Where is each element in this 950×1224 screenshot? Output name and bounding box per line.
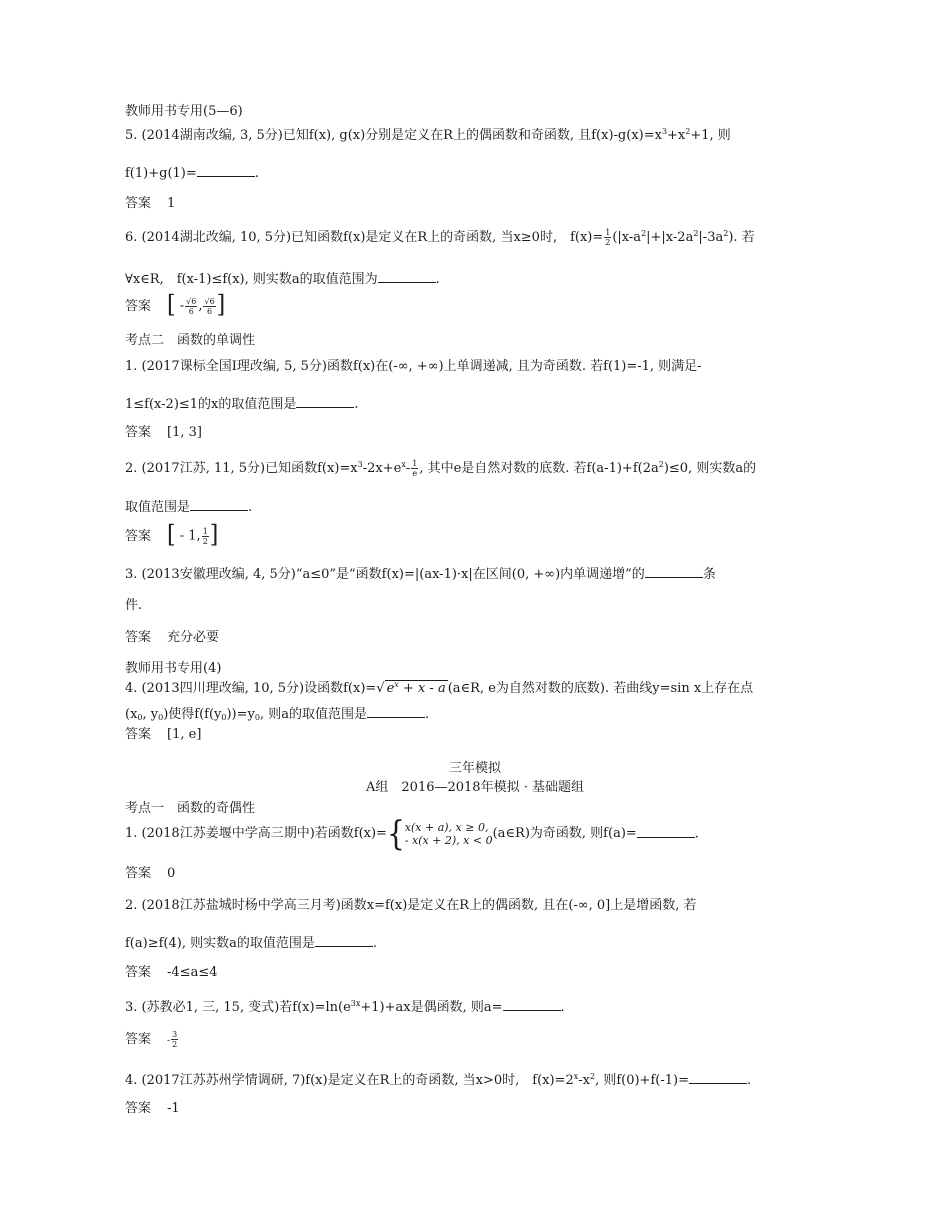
problem-q4-line2: ($x_0$, $y_0$)使得$f(f(y_0))=y_0$, 则a的取值范围是 . xyxy=(125,707,430,722)
left-bracket: [ xyxy=(167,291,176,320)
answer-label: 答案 xyxy=(125,630,152,645)
problem-5-answer xyxy=(125,196,175,212)
problem-q1-answer xyxy=(125,425,202,441)
problem-6-answer xyxy=(125,291,226,320)
exp: 3 xyxy=(661,127,668,136)
problem-q2-text-f: 取值范围是 xyxy=(125,500,191,515)
answer-label: 答案 xyxy=(125,298,152,314)
problem-5-line2: f(1)+g(1)= . xyxy=(125,166,259,181)
answer-minus: - xyxy=(179,298,185,314)
problem-q3-text-b: 条 xyxy=(702,567,716,582)
problem-6-text-e: ). 若 xyxy=(728,230,755,245)
problem-5-text-c: +1, 则 xyxy=(690,128,731,143)
fraction-3-over-2: $\frac{3}{2}$ xyxy=(172,1030,178,1049)
fraction-root6-over-6: $\frac{√6}{6}$ xyxy=(186,296,197,316)
problem-q4-text-a: 4. (2013四川理改编, 10, 5分)设函数f(x)= xyxy=(125,681,377,696)
problem-q4-answer xyxy=(125,727,201,743)
fraction-half: $\frac{1}{2}$ xyxy=(202,526,208,546)
answer-label: 答案 xyxy=(125,866,152,881)
piecewise-brace: { xyxy=(386,813,405,854)
sqrt-radicand: $e^x + x - a$ xyxy=(386,680,446,696)
problem-q2-text-b: -2x+e xyxy=(362,461,402,476)
problem-5-line1 xyxy=(125,128,731,144)
problem-m4-text-a: 4. (2017江苏苏州学情调研, 7)f(x)是定义在R上的奇函数, 当x>0时, f(x)=2 xyxy=(125,1073,574,1088)
problem-m2-line2: f(a)≥f(4), 则实数a的取值范围是 . xyxy=(125,936,377,951)
answer-label: 答案 xyxy=(125,196,152,211)
group-title: A组 2016—2018年模拟 · 基础题组 xyxy=(366,780,584,795)
problem-q2-text-a: 2. (2017江苏, 11, 5分)已知函数f(x)=x xyxy=(125,461,358,476)
problem-6-text-c: |+|x-2a xyxy=(646,230,694,245)
problem-m3-text-a: 3. (苏教必1, 三, 15, 变式)若f(x)=ln(e xyxy=(125,1000,351,1015)
problem-q2-answer xyxy=(125,521,219,550)
answer-label: 答案 xyxy=(125,425,152,440)
left-bracket: [ xyxy=(167,521,176,550)
right-bracket: ] xyxy=(216,291,226,320)
answer-label: 答案 xyxy=(125,1032,152,1047)
problem-6-text-d: |-3a xyxy=(698,230,724,245)
fraction-half: $\frac{1}{2}$ xyxy=(605,228,611,247)
problem-q2-text-c: - xyxy=(405,461,411,476)
problem-m3-text-b: +1)+ax是偶函数, 则a= xyxy=(360,1000,503,1015)
answer-blank xyxy=(645,565,703,578)
answer-value: [1, e] xyxy=(167,727,202,742)
problem-m2-line1: 2. (2018江苏盐城时杨中学高三月考)函数x=f(x)是定义在R上的偶函数, 且在(-∞, 0]上是增函数, 若 xyxy=(125,898,697,913)
answer-value: -4≤a≤4 xyxy=(167,965,218,980)
problem-m3-line1: 3. (苏教必1, 三, 15, 变式)若$f(x)=\ln(e^{3x}+1)+ax$是偶函数, 则a= . xyxy=(125,999,565,1015)
problem-6-text-b: (|x-a xyxy=(612,230,642,245)
problem-q1-text-a: 1. (2017课标全国Ⅰ理改编, 5, 5分)函数f(x)在(-∞, +∞)上单调递减, 且为奇函数. 若f(1)=-1, 则满足- xyxy=(125,359,702,374)
answer-label: 答案 xyxy=(125,1101,152,1116)
answer-blank xyxy=(503,998,561,1011)
section-heading: 教师用书专用(4) xyxy=(125,661,222,676)
problem-m4-text-b: -x xyxy=(578,1073,590,1088)
problem-6-line2: ∀x∈R, f(x-1)≤f(x), 则实数a的取值范围为 . xyxy=(125,272,440,287)
problem-q3-text-a: 3. (2013安徽理改编, 4, 5分)“a≤0”是“函数f(x)=|(ax-1)·x|在区间(0, +∞)内单调递增”的 xyxy=(125,567,645,582)
problem-q3-line1 xyxy=(125,565,716,583)
answer-value: 0 xyxy=(167,866,176,881)
answer-blank xyxy=(296,395,354,408)
problem-m4-answer xyxy=(125,1101,180,1117)
problem-q1-line2: 1≤f(x-2)≤1的x的取值范围是 . xyxy=(125,397,359,412)
right-bracket: ] xyxy=(209,521,219,550)
fraction-root6-over-6: $\frac{√6}{6}$ xyxy=(204,296,215,316)
problem-q3-line2: 件. xyxy=(125,598,143,613)
problem-m1-answer xyxy=(125,866,175,882)
problem-m3-answer xyxy=(125,1030,179,1049)
answer-value: - xyxy=(167,1036,171,1046)
answer-value: - 1, xyxy=(179,528,201,544)
problem-q2-text-e: )≤0, 则实数a的 xyxy=(663,461,757,476)
problem-m1-line1: 1. (2018江苏姜堰中学高三期中)若函数f(x)={ x(x + a), x ≥ 0, - x(x + 2), x < 0 (a∈R)为奇函数, 则f(a)= . xyxy=(125,813,699,854)
problem-m2-answer xyxy=(125,965,218,981)
problem-6-line1: 6. (2014湖北改编, 10, 5分)已知函数f(x)是定义在R上的奇函数, 当x≥0时, f(x)= $\frac{1}{2}$ $(|x-a^2|+|x-2a^2|-3a^2)$. 若 xyxy=(125,228,755,247)
problem-5-text-d: f(1)+g(1)= xyxy=(125,166,197,181)
answer-label: 答案 xyxy=(125,727,152,742)
problem-5-text-a: 5. (2014湖南改编, 3, 5分)已知f(x), g(x)分别是定义在R上的偶函数和奇函数, 且f(x)-g(x)=x xyxy=(125,128,662,143)
problem-q1-line1 xyxy=(125,359,702,375)
problem-m1-text-a: 1. (2018江苏姜堰中学高三期中)若函数f(x)= xyxy=(125,826,387,841)
section-heading: 考点一 函数的奇偶性 xyxy=(125,801,256,816)
answer-value: 1 xyxy=(167,196,176,211)
problem-5-text-b: +x xyxy=(667,128,686,143)
problem-q2-text-d: , 其中e是自然对数的底数. 若f(a-1)+f(2a xyxy=(419,461,659,476)
answer-blank xyxy=(315,934,373,947)
problem-q2-line2: 取值范围是 . xyxy=(125,500,253,515)
answer-blank xyxy=(637,825,695,838)
part-title: 三年模拟 xyxy=(448,761,501,776)
answer-value: 充分必要 xyxy=(167,630,220,645)
problem-m4-line1: 4. (2017江苏苏州学情调研, 7)f(x)是定义在R上的奇函数, 当x>0时, $f(x)=2^x-x^2$, 则f(0)+f(-1)= . xyxy=(125,1072,752,1088)
problem-m2-text: f(a)≥f(4), 则实数a的取值范围是 xyxy=(125,936,315,951)
problem-q3-answer xyxy=(125,630,219,646)
problem-q2-line1: 2. (2017江苏, 11, 5分)已知函数$f(x)=x^3-2x+e^x-$ $\frac{1}{e}$ , 其中e是自然对数的底数. 若$f(a-1)+f(2a^2)\le 0$, 则实数a的 xyxy=(125,459,757,478)
answer-label: 答案 xyxy=(125,528,152,544)
exp: 2 xyxy=(685,127,691,136)
problem-q1-text-b: 1≤f(x-2)≤1的x的取值范围是 xyxy=(125,397,297,412)
problem-6-text-a: 6. (2014湖北改编, 10, 5分)已知函数f(x)是定义在R上的奇函数, 当x≥0时, f(x)= xyxy=(125,230,604,245)
answer-value: [1, 3] xyxy=(167,425,202,440)
answer-blank xyxy=(190,498,248,511)
piecewise-cases: x(x + a), x ≥ 0, - x(x + 2), x < 0 xyxy=(404,821,493,847)
problem-6-text-f: ∀x∈R, f(x-1)≤f(x), 则实数a的取值范围为 xyxy=(125,272,378,287)
answer-blank xyxy=(197,164,255,177)
answer-comma: , xyxy=(198,298,203,314)
answer-label: 答案 xyxy=(125,965,152,980)
section-heading: 教师用书专用(5—6) xyxy=(125,104,243,119)
answer-blank xyxy=(367,705,425,718)
problem-m1-text-b: (a∈R)为奇函数, 则f(a)= xyxy=(492,826,637,841)
answer-value: -1 xyxy=(167,1101,180,1116)
sqrt-sign: √ xyxy=(376,681,385,696)
problem-q4-text-b: (a∈R, e为自然对数的底数). 若曲线y=sin x上存在点 xyxy=(447,681,754,696)
section-heading: 考点二 函数的单调性 xyxy=(125,333,256,348)
problem-q4-line1 xyxy=(125,681,753,697)
answer-blank xyxy=(378,270,436,283)
problem-m4-text-c: , 则f(0)+f(-1)= xyxy=(595,1073,689,1088)
answer-blank xyxy=(689,1071,747,1084)
fraction-1-over-ex: $\frac{1}{e}$ xyxy=(412,459,418,478)
